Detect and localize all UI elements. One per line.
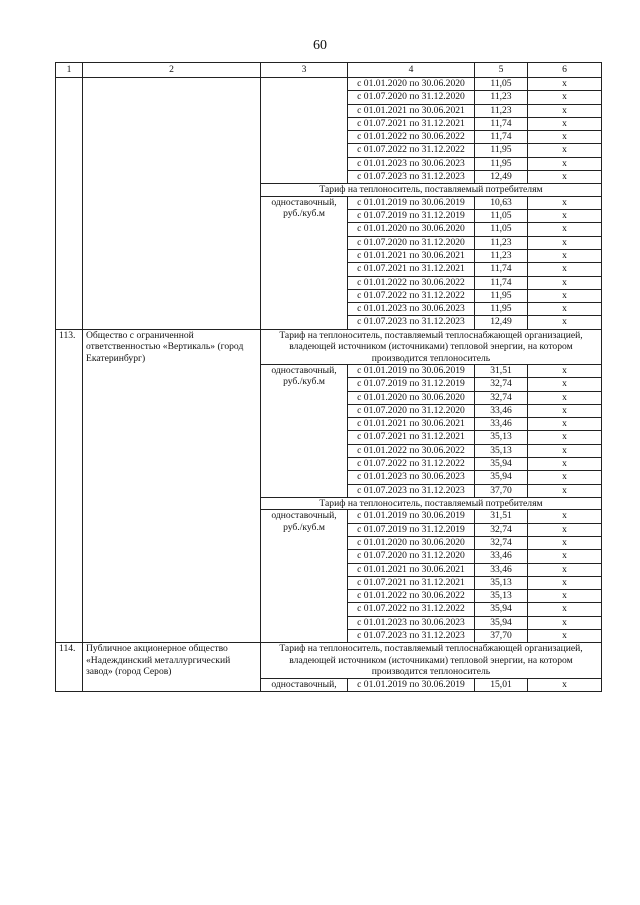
vat-mark: х [528,458,602,471]
vat-mark: х [528,303,602,316]
tariff-value: 35,94 [475,471,528,484]
vat-mark: х [528,404,602,417]
column-header: 1 [56,63,83,78]
period: с 01.07.2021 по 31.12.2021 [348,431,475,444]
period: с 01.07.2023 по 31.12.2023 [348,316,475,329]
tariff-table [55,62,602,692]
tariff-value: 35,94 [475,616,528,629]
organization-name: Общество с ограниченной ответственностью «Вертикаль» (город Екатеринбург) [83,329,261,643]
tariff-type-label: Тариф на теплоноситель, поставляемый потребителям [261,497,602,509]
period: с 01.07.2022 по 31.12.2022 [348,144,475,157]
tariff-value: 35,94 [475,458,528,471]
vat-mark: х [528,249,602,262]
tariff-value: 11,74 [475,131,528,144]
tariff-value: 37,70 [475,484,528,497]
period: с 01.01.2023 по 30.06.2023 [348,157,475,170]
period: с 01.07.2022 по 31.12.2022 [348,289,475,302]
vat-mark: х [528,78,602,91]
tariff-value: 33,46 [475,404,528,417]
tariff-unit: одноставочный, руб./куб.м [261,510,348,643]
tariff-unit [261,78,348,184]
tariff-value: 11,23 [475,91,528,104]
vat-mark: х [528,576,602,589]
period: с 01.07.2021 по 31.12.2021 [348,117,475,130]
vat-mark: х [528,444,602,457]
tariff-value: 32,74 [475,523,528,536]
tariff-value: 31,51 [475,510,528,523]
vat-mark: х [528,603,602,616]
vat-mark: х [528,104,602,117]
vat-mark: х [528,616,602,629]
tariff-value: 11,23 [475,236,528,249]
tariff-value: 35,13 [475,431,528,444]
period: с 01.07.2020 по 31.12.2020 [348,550,475,563]
tariff-value: 11,05 [475,210,528,223]
tariff-type-label: Тариф на теплоноситель, поставляемый теплоснабжающей организацией, владеющей источником (источниками) тепловой энергии, на котором производится теплоноситель [261,329,602,364]
tariff-value: 33,46 [475,418,528,431]
tariff-value: 11,74 [475,117,528,130]
vat-mark: х [528,289,602,302]
tariff-value: 11,95 [475,303,528,316]
tariff-value: 37,70 [475,630,528,643]
period: с 01.01.2019 по 30.06.2019 [348,510,475,523]
tariff-unit: одноставочный, руб./куб.м [261,364,348,497]
tariff-value: 12,49 [475,316,528,329]
column-header: 3 [261,63,348,78]
tariff-type-row [56,329,602,364]
vat-mark: х [528,276,602,289]
period: с 01.01.2020 по 30.06.2020 [348,78,475,91]
tariff-value: 33,46 [475,550,528,563]
page-number: 60 [313,38,327,53]
vat-mark: х [528,590,602,603]
vat-mark: х [528,471,602,484]
column-header: 4 [348,63,475,78]
vat-mark: х [528,316,602,329]
vat-mark: х [528,418,602,431]
period: с 01.01.2022 по 30.06.2022 [348,276,475,289]
vat-mark: х [528,157,602,170]
entry-number: 113. [56,329,83,643]
tariff-value: 15,01 [475,678,528,691]
tariff-unit: одноставочный, [261,678,348,691]
tariff-unit: одноставочный, руб./куб.м [261,196,348,329]
tariff-value: 11,95 [475,157,528,170]
column-header: 5 [475,63,528,78]
period: с 01.07.2019 по 31.12.2019 [348,210,475,223]
period: с 01.07.2020 по 31.12.2020 [348,91,475,104]
tariff-value: 11,23 [475,104,528,117]
period: с 01.01.2019 по 30.06.2019 [348,678,475,691]
vat-mark: х [528,563,602,576]
column-header: 6 [528,63,602,78]
period: с 01.01.2022 по 30.06.2022 [348,131,475,144]
period: с 01.01.2021 по 30.06.2021 [348,104,475,117]
column-header: 2 [83,63,261,78]
tariff-type-row [56,643,602,678]
vat-mark: х [528,510,602,523]
entry-number: 114. [56,643,83,692]
tariff-value: 12,49 [475,171,528,184]
vat-mark: х [528,630,602,643]
vat-mark: х [528,484,602,497]
tariff-value: 11,74 [475,263,528,276]
period: с 01.07.2022 по 31.12.2022 [348,458,475,471]
tariff-value: 11,74 [475,276,528,289]
period: с 01.07.2021 по 31.12.2021 [348,263,475,276]
period: с 01.01.2020 по 30.06.2020 [348,223,475,236]
vat-mark: х [528,678,602,691]
vat-mark: х [528,523,602,536]
tariff-value: 32,74 [475,378,528,391]
tariff-value: 11,05 [475,78,528,91]
vat-mark: х [528,131,602,144]
tariff-value: 35,13 [475,444,528,457]
entry-number [56,78,83,330]
period: с 01.01.2023 по 30.06.2023 [348,471,475,484]
period: с 01.01.2021 по 30.06.2021 [348,249,475,262]
vat-mark: х [528,223,602,236]
vat-mark: х [528,210,602,223]
tariff-value: 32,74 [475,391,528,404]
vat-mark: х [528,263,602,276]
period: с 01.07.2023 по 31.12.2023 [348,630,475,643]
period: с 01.07.2020 по 31.12.2020 [348,404,475,417]
period: с 01.07.2019 по 31.12.2019 [348,378,475,391]
organization-name [83,78,261,330]
period: с 01.01.2022 по 30.06.2022 [348,444,475,457]
tariff-type-label: Тариф на теплоноситель, поставляемый потребителям [261,184,602,196]
period: с 01.01.2021 по 30.06.2021 [348,418,475,431]
tariff-value: 11,23 [475,249,528,262]
vat-mark: х [528,117,602,130]
period: с 01.01.2020 по 30.06.2020 [348,536,475,549]
vat-mark: х [528,236,602,249]
tariff-value: 31,51 [475,364,528,377]
period: с 01.07.2021 по 31.12.2021 [348,576,475,589]
period: с 01.07.2023 по 31.12.2023 [348,171,475,184]
period: с 01.01.2019 по 30.06.2019 [348,364,475,377]
period: с 01.01.2021 по 30.06.2021 [348,563,475,576]
tariff-type-label: Тариф на теплоноситель, поставляемый теплоснабжающей организацией, владеющей источником (источниками) тепловой энергии, на котором производится теплоноситель [261,643,602,678]
column-number-row [56,63,602,78]
period: с 01.01.2023 по 30.06.2023 [348,616,475,629]
period: с 01.07.2022 по 31.12.2022 [348,603,475,616]
tariff-value: 11,95 [475,289,528,302]
organization-name: Публичное акционерное общество «Надеждинский металлургический завод» (город Серов) [83,643,261,692]
vat-mark: х [528,431,602,444]
tariff-value: 35,94 [475,603,528,616]
vat-mark: х [528,144,602,157]
table-row [56,78,602,91]
period: с 01.01.2019 по 30.06.2019 [348,196,475,209]
tariff-value: 33,46 [475,563,528,576]
tariff-value: 35,13 [475,590,528,603]
tariff-value: 32,74 [475,536,528,549]
period: с 01.01.2020 по 30.06.2020 [348,391,475,404]
period: с 01.07.2023 по 31.12.2023 [348,484,475,497]
vat-mark: х [528,550,602,563]
period: с 01.07.2019 по 31.12.2019 [348,523,475,536]
vat-mark: х [528,378,602,391]
vat-mark: х [528,536,602,549]
vat-mark: х [528,196,602,209]
table-body [56,78,602,692]
period: с 01.01.2022 по 30.06.2022 [348,590,475,603]
vat-mark: х [528,364,602,377]
period: с 01.01.2023 по 30.06.2023 [348,303,475,316]
period: с 01.07.2020 по 31.12.2020 [348,236,475,249]
tariff-value: 11,05 [475,223,528,236]
vat-mark: х [528,91,602,104]
tariff-value: 35,13 [475,576,528,589]
tariff-value: 10,63 [475,196,528,209]
vat-mark: х [528,171,602,184]
vat-mark: х [528,391,602,404]
tariff-value: 11,95 [475,144,528,157]
